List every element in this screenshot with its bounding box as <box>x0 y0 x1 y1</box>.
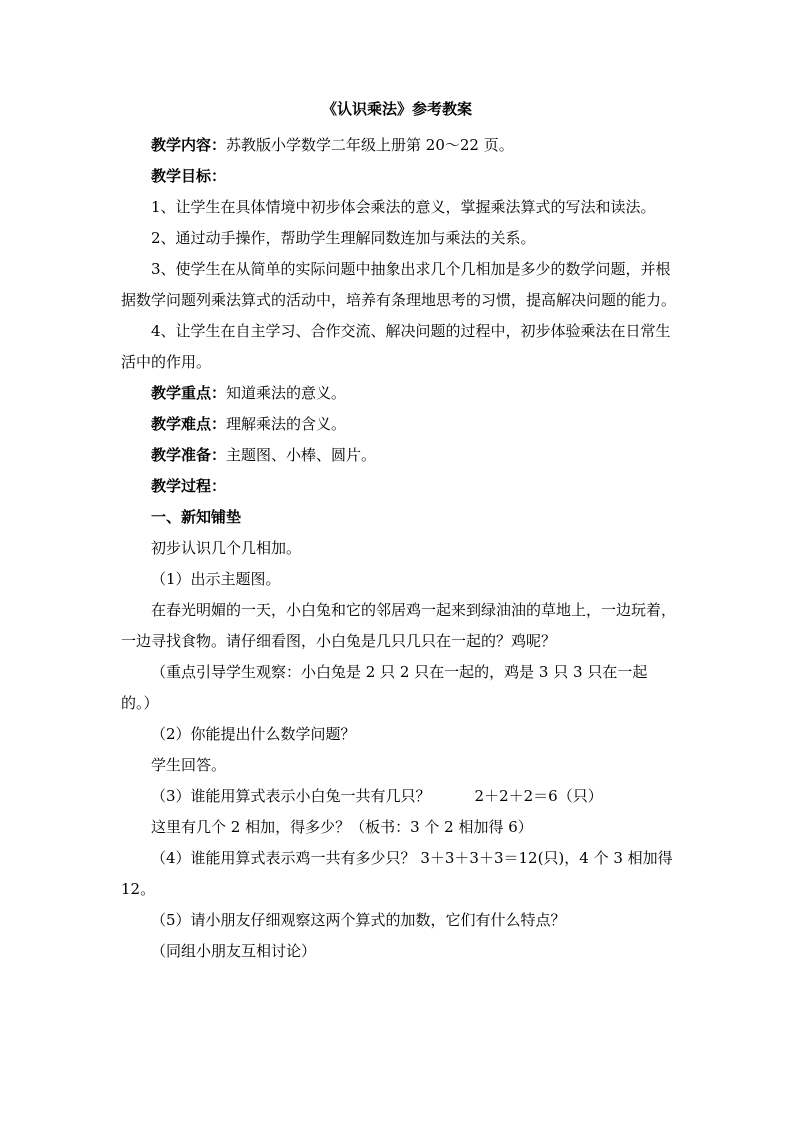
goal-item: 4、让学生在自主学习、合作交流、解决问题的过程中，初步体验乘法在日常生活中的作用。 <box>121 322 671 371</box>
teaching-key-point <box>121 378 677 409</box>
step-3-question: （3）谁能用算式表示小白兔一共有几只？ <box>151 787 431 805</box>
teaching-content <box>121 130 677 161</box>
story-paragraph: 在春光明媚的一天，小白兔和它的邻居鸡一起来到绿油油的草地上，一边玩着，一边寻找食物。请仔细看图，小白兔是几只几只在一起的？鸡呢？ <box>121 601 677 650</box>
document-title: 《认识乘法》参考教案 <box>321 100 472 118</box>
step-3 <box>121 781 677 812</box>
teaching-content-text: 苏教版小学数学二年级上册第 20～22 页。 <box>226 136 514 154</box>
teaching-content-label: 教学内容： <box>151 136 227 154</box>
key-point-label: 教学重点： <box>151 384 227 402</box>
discussion-note: （同组小朋友互相讨论） <box>151 942 317 960</box>
goal-item: 1、让学生在具体情境中初步体会乘法的意义，掌握乘法算式的写法和读法。 <box>151 198 656 216</box>
difficulty-label: 教学难点： <box>151 415 227 433</box>
step-5: （5）请小朋友仔细观察这两个算式的加数，它们有什么特点？ <box>151 911 566 929</box>
section-heading: 一、新知铺垫 <box>151 508 242 526</box>
teaching-preparation <box>121 440 677 471</box>
step-1: （1）出示主题图。 <box>151 570 281 588</box>
step-3-formula: 2＋2＋2＝6（只） <box>474 787 603 805</box>
section-intro: 初步认识几个几相加。 <box>151 539 302 557</box>
goal-item: 3、使学生在从简单的实际问题中抽象出求几个几相加是多少的数学问题，并根据数学问题列乘法算式的活动中，培养有条理地思考的习惯，提高解决问题的能力。 <box>121 260 677 309</box>
step-2: （2）你能提出什么数学问题？ <box>151 725 356 743</box>
teaching-goals-label: 教学目标： <box>151 167 227 185</box>
step-3-follow: 这里有几个 2 相加，得多少？（板书：3 个 2 相加得 6） <box>151 818 533 836</box>
preparation-text: 主题图、小棒、圆片。 <box>226 446 377 464</box>
teaching-difficulty <box>121 409 677 440</box>
observation-note: （重点引导学生观察：小白兔是 2 只 2 只在一起的，鸡是 3 只 3 只在一起的。） <box>121 663 648 712</box>
document-body <box>121 130 677 967</box>
step-4: （4）谁能用算式表示鸡一共有多少只？ 3＋3＋3＋3＝12(只)，4 个 3 相加得 12。 <box>121 849 678 898</box>
student-answer: 学生回答。 <box>151 756 227 774</box>
goal-item: 2、通过动手操作，帮助学生理解同数连加与乘法的关系。 <box>151 229 536 247</box>
preparation-label: 教学准备： <box>151 446 227 464</box>
teaching-process-label: 教学过程： <box>151 477 227 495</box>
difficulty-text: 理解乘法的含义。 <box>226 415 347 433</box>
key-point-text: 知道乘法的意义。 <box>226 384 347 402</box>
